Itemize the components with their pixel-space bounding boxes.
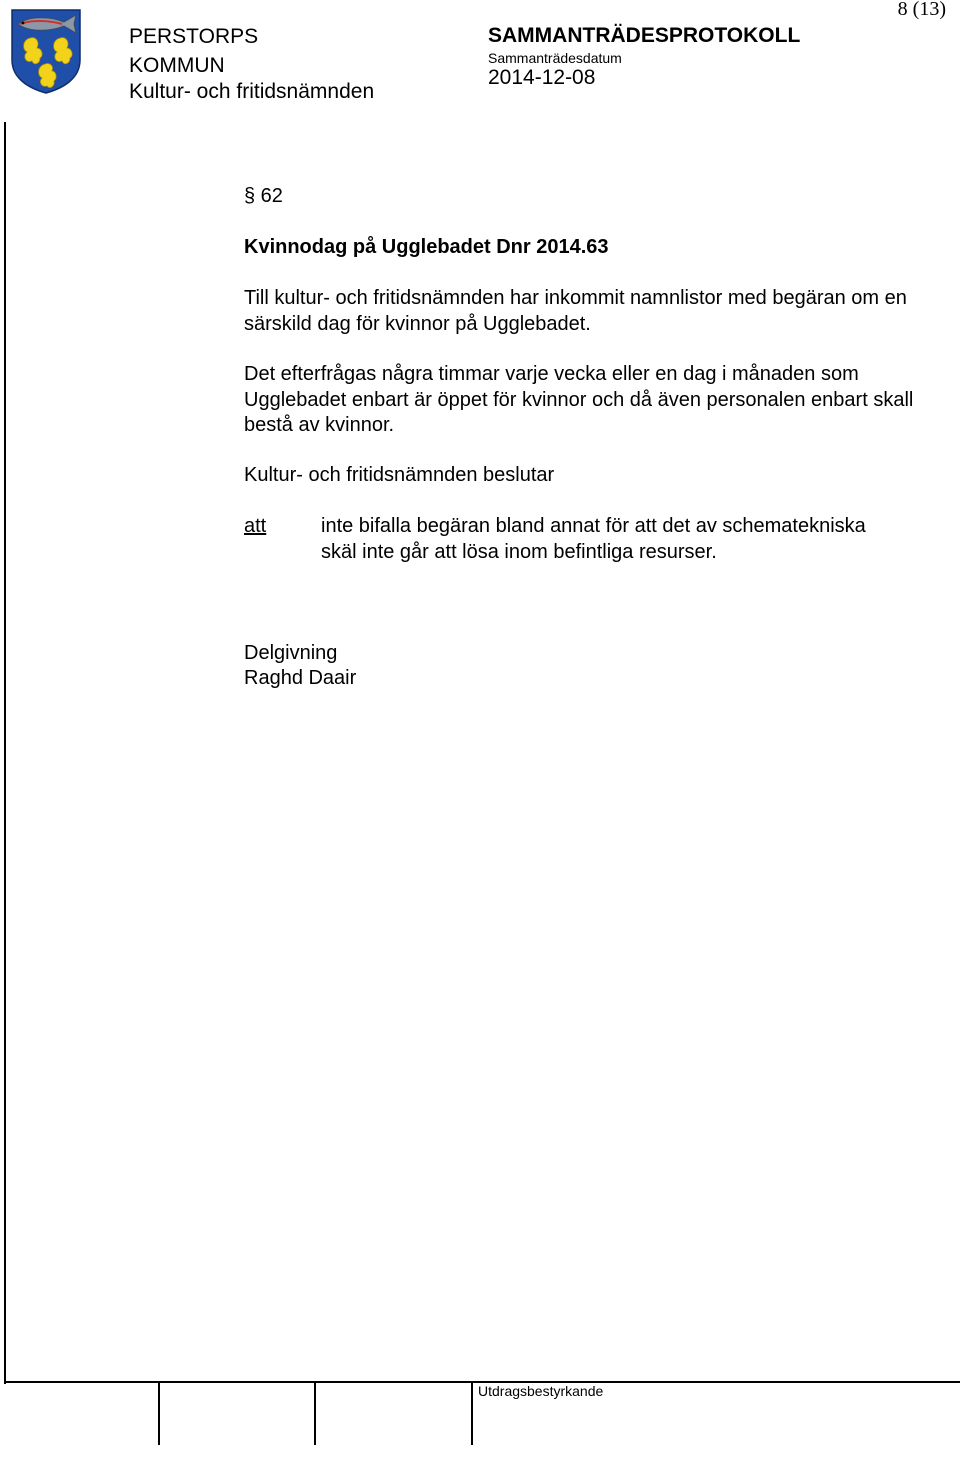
meeting-date-label: Sammanträdesdatum: [488, 50, 622, 66]
meeting-date-value: 2014-12-08: [488, 66, 596, 89]
signature-box-divider: [314, 1381, 316, 1445]
org-department: Kultur- och fritidsnämnden: [129, 80, 375, 103]
org-name-line1: PERSTORPS: [129, 25, 259, 48]
distribution-label: Delgivning: [244, 642, 338, 664]
decision-text: inte bifalla begäran bland annat för att det av schematekniska skäl inte går att lösa inom befintliga resurser.: [321, 515, 866, 563]
document-title: SAMMANTRÄDESPROTOKOLL: [488, 24, 801, 47]
org-name-line2: KOMMUN: [129, 54, 225, 77]
municipal-crest-icon: [10, 8, 82, 94]
signature-box-divider: [471, 1381, 473, 1445]
paragraph-number: § 62: [244, 185, 283, 207]
distribution-recipient: Raghd Daair: [244, 667, 357, 689]
body-paragraph: Till kultur- och fritidsnämnden har inkommit namnlistor med begäran om en särskild dag för kvinnor på Ugglebadet.: [244, 287, 907, 335]
signature-box-divider: [158, 1381, 160, 1445]
decision-keyword: att: [244, 515, 267, 537]
body-paragraph: Det efterfrågas några timmar varje vecka eller en dag i månaden som Ugglebadet enbart är öppet för kvinnor och då även personalen enbart skall bestå av kvinnor.: [244, 363, 914, 436]
page-number: 8 (13): [897, 0, 946, 20]
left-margin-rule: [4, 122, 6, 1384]
section-heading: Kvinnodag på Ugglebadet Dnr 2014.63: [244, 236, 609, 258]
decision-intro: Kultur- och fritidsnämnden beslutar: [244, 464, 555, 486]
certification-label: Utdragsbestyrkande: [478, 1383, 604, 1399]
